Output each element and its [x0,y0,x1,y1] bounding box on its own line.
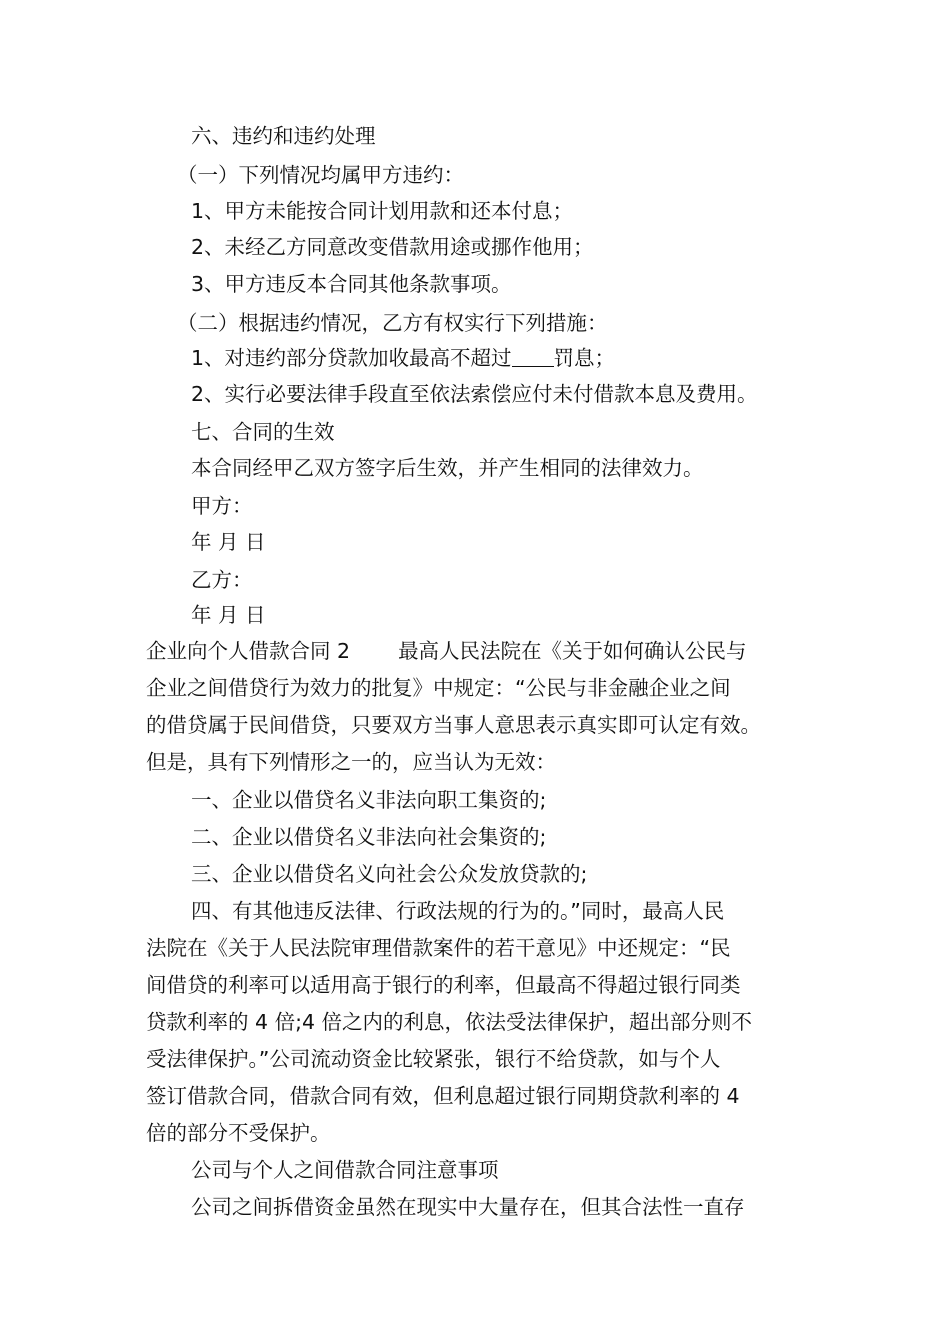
breach-item-2: 2、未经乙方同意改变借款用途或挪作他用； [191,235,594,259]
notes-paragraph-line-1: 公司之间拆借资金虽然在现实中大量存在，但其合法性一直存 [191,1195,745,1219]
paragraph-2-line-1: 四、有其他违反法律、行政法规的行为的。”同时，最高人民 [191,899,725,923]
paragraph-2-line-5: 受法律保护。”公司流动资金比较紧张，银行不给贷款，如与个人 [146,1047,721,1071]
paragraph-2-line-4: 贷款利率的 4 倍;4 倍之内的利息，依法受法律保护，超出部分则不 [146,1010,753,1034]
party-b-label: 乙方： [191,568,253,592]
party-a-date: 年 月 日 [191,530,266,554]
paragraph-2-line-3: 间借贷的利率可以适用高于银行的利率，但最高不得超过银行同类 [146,973,741,997]
paragraph-1-line-1: 最高人民法院在《关于如何确认公民与 [398,639,747,663]
paragraph-1-line-3: 的借贷属于民间借贷，只要双方当事人意思表示真实即可认定有效。 [146,713,761,737]
paragraph-2-line-7: 倍的部分不受保护。 [146,1121,331,1145]
section-6-subheading-2: （二）根据违约情况，乙方有权实行下列措施： [177,311,608,335]
section-7-heading: 七、合同的生效 [191,420,335,444]
party-a-label: 甲方： [191,494,253,518]
section-6-heading: 六、违约和违约处理 [191,124,376,148]
blank-field [512,364,554,367]
party-b-date: 年 月 日 [191,603,266,627]
paragraph-2-line-6: 签订借款合同，借款合同有效，但利息超过银行同期贷款利率的 4 [146,1084,740,1108]
section-7-text: 本合同经甲乙双方签字后生效，并产生相同的法律效力。 [191,456,704,480]
paragraph-1-line-2: 企业之间借贷行为效力的批复》中规定：“公民与非金融企业之间 [146,676,731,700]
invalid-item-3: 三、企业以借贷名义向社会公众发放贷款的; [191,862,588,886]
paragraph-2-line-2: 法院在《关于人民法院审理借款案件的若干意见》中还规定：“民 [146,936,731,960]
section-6-subheading-1: （一）下列情况均属甲方违约： [177,163,464,187]
contract-2-title: 企业向个人借款合同 2 [146,639,351,663]
breach-item-1: 1、甲方未能按合同计划用款和还本付息； [191,199,574,223]
contract-2-first-line [146,637,747,665]
invalid-item-2: 二、企业以借贷名义非法向社会集资的; [191,825,547,849]
notes-heading: 公司与个人之间借款合同注意事项 [191,1158,499,1182]
paragraph-1-line-4: 但是，具有下列情形之一的，应当认为无效： [146,750,556,774]
measure-item-1 [191,344,615,372]
measure-item-1-suffix: 罚息； [553,346,616,370]
breach-item-3: 3、甲方违反本合同其他条款事项。 [191,272,512,296]
measure-item-2: 2、实行必要法律手段直至依法索偿应付未付借款本息及费用。 [191,382,758,406]
measure-item-1-text: 1、对违约部分贷款加收最高不超过 [191,346,512,370]
invalid-item-1: 一、企业以借贷名义非法向职工集资的; [191,788,547,812]
